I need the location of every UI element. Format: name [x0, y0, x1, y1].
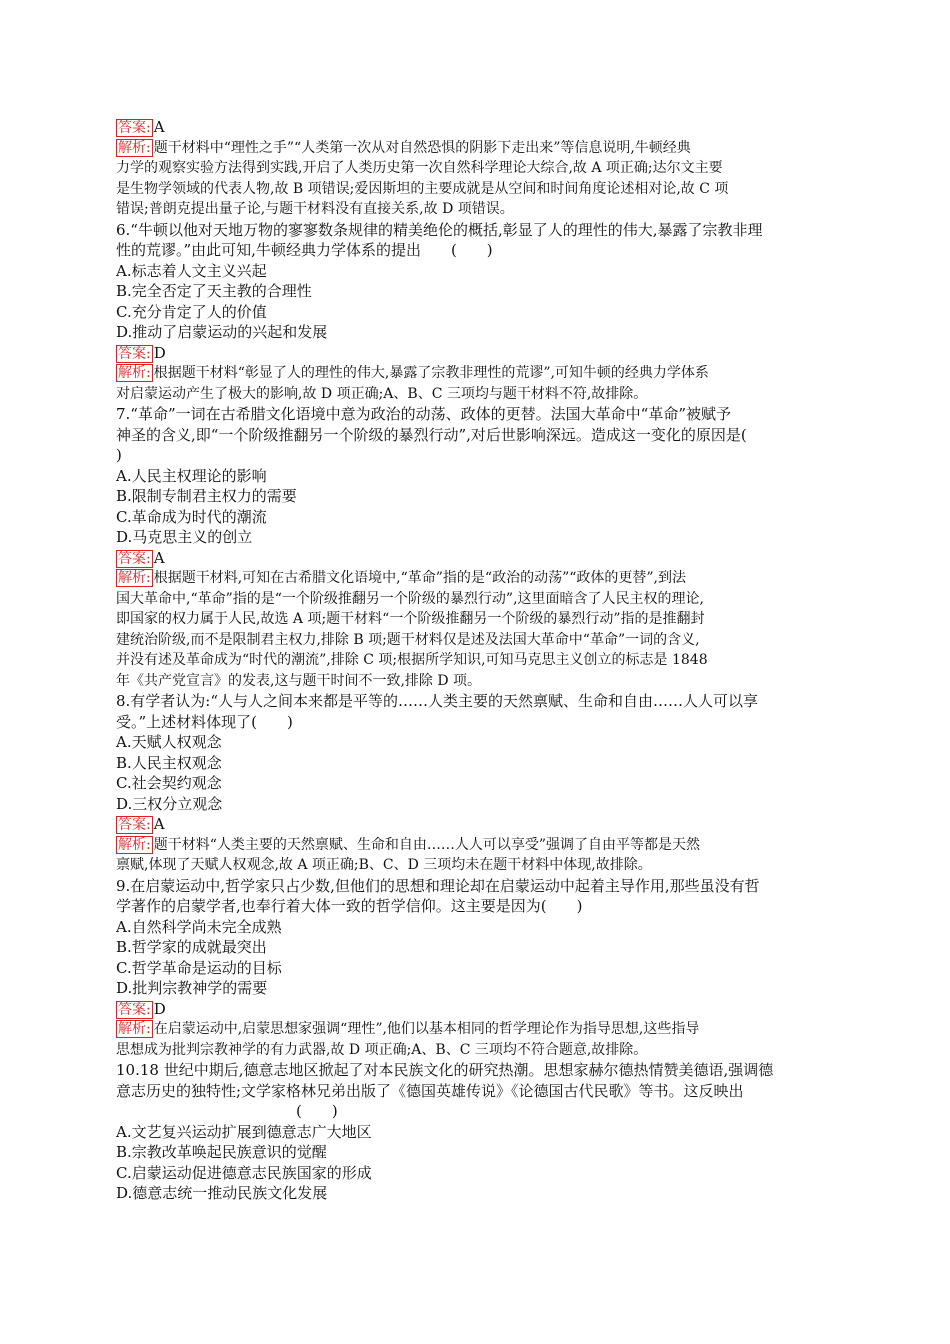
- option-item: [116, 527, 836, 548]
- question-text-line-text: 性的荒谬。”由此可知,牛顿经典力学体系的提出 ( ): [116, 241, 493, 259]
- answer-value: A: [153, 118, 165, 136]
- option-item-text: D.批判宗教神学的需要: [116, 979, 268, 997]
- option-item: [116, 1183, 836, 1204]
- explanation-line-text: 根据题干材料,可知在古希腊文化语境中,“革命”指的是“政治的动荡”“政体的更替”,到法: [153, 570, 687, 586]
- explanation-line: [116, 609, 836, 630]
- question-text-line: [116, 876, 836, 897]
- explanation-line: [116, 568, 836, 589]
- option-item-text: B.限制专制君主权力的需要: [116, 487, 297, 505]
- document-body: [116, 117, 836, 1204]
- explanation-label: 解析:: [118, 365, 151, 381]
- answer-line: [116, 548, 836, 569]
- answer-label: 答案:: [118, 345, 151, 362]
- explanation-line-text: 并没有述及革命成为“时代的潮流”,排除 C 项;根据所学知识,可知马克思主义创立的标志是 1848: [116, 652, 708, 668]
- question-text-line: [116, 712, 836, 733]
- explanation-line-text: 力学的观察实验方法得到实践,开启了人类历史第一次自然科学理论大综合,故 A 项正确;达尔文主要: [116, 160, 723, 176]
- explanation-line-text: 在启蒙运动中,启蒙思想家强调“理性”,他们以基本相同的哲学理论作为指导思想,这些指导: [153, 1021, 700, 1037]
- option-item: [116, 486, 836, 507]
- explanation-line-text: 国大革命中,“革命”指的是“一个阶级推翻另一个阶级的暴烈行动”,这里面暗含了人民主权的理论,: [116, 590, 704, 607]
- question-text-line-text: ): [116, 446, 122, 464]
- explanation-line: [116, 138, 836, 159]
- explanation-line: [116, 199, 836, 220]
- answer-line: [116, 117, 836, 138]
- option-item: [116, 322, 836, 343]
- question-text-line-text: 意志历史的独特性;文学家格林兄弟出版了《德国英雄传说》《论德国古代民歌》等书。这反映出: [116, 1081, 744, 1100]
- explanation-label: 解析:: [118, 1021, 151, 1037]
- option-item: [116, 773, 836, 794]
- explanation-line-text: 题干材料中“理性之手”“人类第一次从对自然恐惧的阴影下走出来”等信息说明,牛顿经典: [153, 139, 691, 156]
- question-text-line: [116, 1081, 836, 1102]
- explanation-line-text: 禀赋,体现了天赋人权观念,故 A 项正确;B、C、D 三项均未在题干材料中体现,故排除。: [116, 857, 652, 873]
- answer-label: 答案:: [118, 817, 151, 833]
- question-text-line: [116, 425, 836, 446]
- question-text-line-text: 7.“革命”一词在古希腊文化语境中意为政治的动荡、政体的更替。法国大革命中“革命”被赋予: [116, 405, 731, 423]
- option-item-text: B.宗教改革唤起民族意识的觉醒: [116, 1143, 327, 1161]
- option-item: [116, 753, 836, 774]
- explanation-line: [116, 630, 836, 651]
- answer-value: D: [153, 343, 166, 362]
- answer-value: A: [153, 815, 165, 833]
- question-text-line: [116, 691, 836, 712]
- explanation-line-text: 思想成为批判宗教神学的有力武器,故 D 项正确;A、B、C 三项均不符合题意,故排除。: [116, 1041, 648, 1058]
- question-text-line-text: ( ): [116, 1102, 338, 1120]
- option-item: [116, 937, 836, 958]
- explanation-label: 解析:: [118, 139, 151, 156]
- option-item: [116, 978, 836, 999]
- option-item: [116, 1122, 836, 1143]
- explanation-line-text: 错误;普朗克提出量子论,与题干材料没有直接关系,故 D 项错误。: [116, 201, 514, 217]
- option-item-text: D.三权分立观念: [116, 794, 223, 813]
- explanation-line: [116, 1040, 836, 1061]
- explanation-line-text: 是生物学领域的代表人物,故 B 项错误;爱因斯坦的主要成就是从空间和时间角度论述相对论,故 C 项: [116, 180, 729, 197]
- explanation-line-text: 题干材料“人类主要的天然禀赋、生命和自由……人人可以享受”强调了自由平等都是天然: [153, 836, 701, 853]
- question-text-line-text: 学著作的启蒙学者,也奉行着大体一致的哲学信仰。这主要是因为( ): [116, 897, 583, 915]
- option-item: [116, 794, 836, 815]
- option-item-text: A.人民主权理论的影响: [116, 466, 267, 485]
- answer-line: [116, 343, 836, 364]
- option-item: [116, 732, 836, 753]
- question-text-line: [116, 445, 836, 466]
- option-item-text: B.完全否定了天主教的合理性: [116, 282, 312, 300]
- answer-label: 答案:: [118, 1001, 151, 1018]
- option-item-text: A.文艺复兴运动扩展到德意志广大地区: [116, 1122, 372, 1141]
- question-text-line-text: 9.在启蒙运动中,哲学家只占少数,但他们的思想和理论却在启蒙运动中起着主导作用,那些虽没有哲: [116, 876, 760, 895]
- option-item: [116, 302, 836, 323]
- explanation-line: [116, 158, 836, 179]
- explanation-label: 解析:: [118, 836, 151, 853]
- option-item: [116, 466, 836, 487]
- answer-line: [116, 814, 836, 835]
- explanation-line: [116, 855, 836, 876]
- answer-value: A: [153, 548, 165, 567]
- question-text-line: [116, 1060, 836, 1081]
- explanation-line-text: 年《共产党宣言》的发表,这与题干时间不一致,排除 D 项。: [116, 672, 482, 689]
- option-item-text: B.哲学家的成就最突出: [116, 938, 267, 956]
- explanation-line: [116, 650, 836, 671]
- option-item-text: C.革命成为时代的潮流: [116, 507, 267, 526]
- explanation-line: [116, 1019, 836, 1040]
- option-item-text: C.哲学革命是运动的目标: [116, 958, 282, 977]
- answer-value: D: [153, 999, 166, 1018]
- option-item: [116, 917, 836, 938]
- explanation-line-text: 根据题干材料“彰显了人的理性的伟大,暴露了宗教非理性的荒谬”,可知牛顿的经典力学体系: [153, 365, 709, 381]
- question-text-line: [116, 220, 836, 241]
- question-text-line: [116, 240, 836, 261]
- explanation-line: [116, 671, 836, 692]
- option-item-text: A.标志着人文主义兴起: [116, 261, 267, 280]
- option-item: [116, 1142, 836, 1163]
- explanation-line: [116, 384, 836, 405]
- question-text-line-text: 8.有学者认为:“人与人之间本来都是平等的……人类主要的天然禀赋、生命和自由……人人可以享: [116, 692, 759, 710]
- option-item-text: A.天赋人权观念: [116, 733, 222, 751]
- answer-label: 答案:: [118, 550, 151, 567]
- option-item-text: D.德意志统一推动民族文化发展: [116, 1184, 328, 1202]
- explanation-line: [116, 179, 836, 200]
- option-item: [116, 261, 836, 282]
- question-text-line: [116, 1101, 836, 1122]
- option-item-text: C.充分肯定了人的价值: [116, 302, 267, 321]
- option-item-text: C.启蒙运动促进德意志民族国家的形成: [116, 1163, 372, 1182]
- explanation-line: [116, 589, 836, 610]
- option-item-text: A.自然科学尚未完全成熟: [116, 917, 282, 936]
- question-text-line-text: 10.18 世纪中期后,德意志地区掀起了对本民族文化的研究热潮。思想家赫尔德热情赞美德语,强调德: [116, 1061, 774, 1079]
- option-item-text: D.推动了启蒙运动的兴起和发展: [116, 323, 328, 341]
- option-item: [116, 958, 836, 979]
- option-item-text: B.人民主权观念: [116, 753, 222, 772]
- question-text-line-text: 神圣的含义,即“一个阶级推翻另一个阶级的暴烈行动”,对后世影响深远。造成这一变化的原因是(: [116, 425, 747, 444]
- explanation-line: [116, 363, 836, 384]
- explanation-line-text: 对启蒙运动产生了极大的影响,故 D 项正确;A、B、C 三项均与题干材料不符,故排除。: [116, 385, 648, 402]
- answer-label: 答案:: [118, 120, 151, 136]
- option-item: [116, 281, 836, 302]
- explanation-label: 解析:: [118, 570, 151, 586]
- answer-line: [116, 999, 836, 1020]
- question-text-line-text: 6.“牛顿以他对天地万物的寥寥数条规律的精美绝伦的概括,彰显了人的理性的伟大,暴露了宗教非理: [116, 220, 763, 239]
- question-text-line: [116, 404, 836, 425]
- explanation-line: [116, 835, 836, 856]
- question-text-line: [116, 896, 836, 917]
- explanation-line-text: 建统治阶级,而不是限制君主权力,排除 B 项;题干材料仅是述及法国大革命中“革命”一词的含义,: [116, 631, 700, 648]
- option-item-text: C.社会契约观念: [116, 774, 222, 792]
- option-item: [116, 1163, 836, 1184]
- question-text-line-text: 受。”上述材料体现了( ): [116, 712, 293, 731]
- explanation-line-text: 即国家的权力属于人民,故选 A 项;题干材料“一个阶级推翻另一个阶级的暴烈行动”指的是推翻封: [116, 611, 705, 627]
- option-item-text: D.马克思主义的创立: [116, 528, 253, 546]
- option-item: [116, 507, 836, 528]
